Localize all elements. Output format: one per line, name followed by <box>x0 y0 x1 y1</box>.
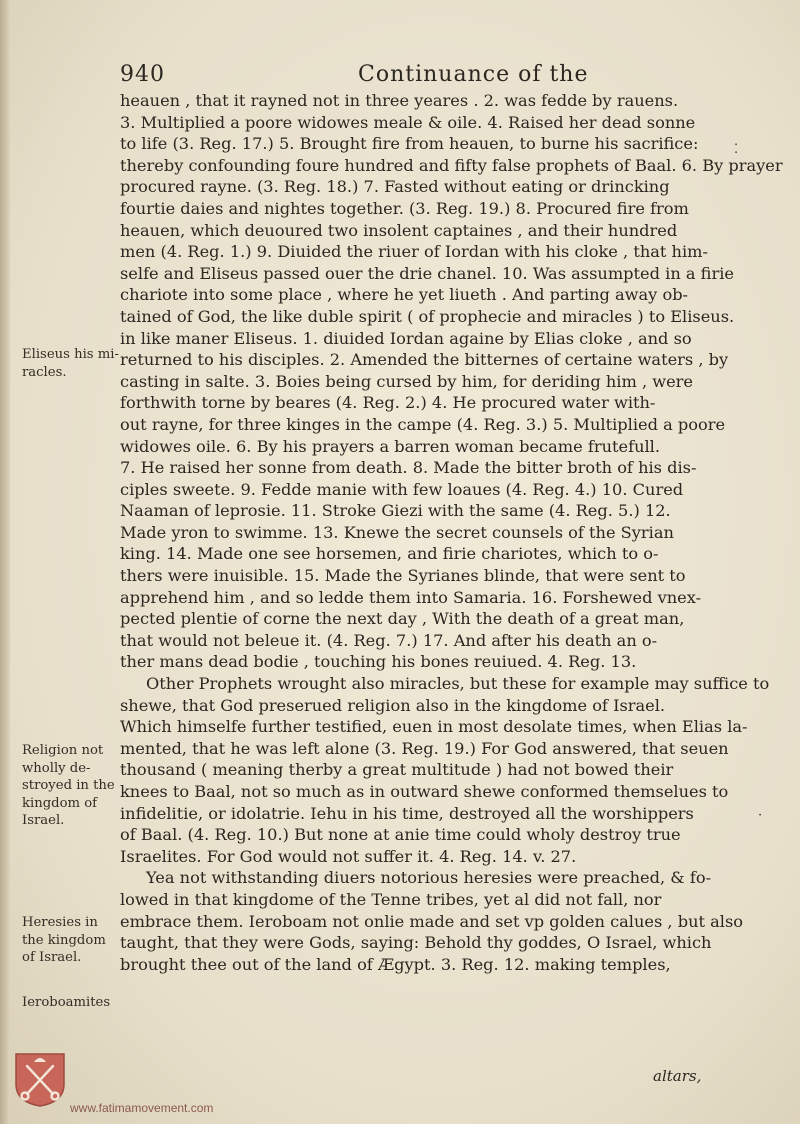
margin-note-eliseus-miracles: Eliseus his mi- racles. <box>22 347 119 380</box>
body-text <box>120 90 783 975</box>
text-line: Made yron to swimme. 13. Knewe the secret counsels of the Syrian <box>120 522 674 542</box>
text-line: embrace them. Ieroboam not onlie made and set vp golden calues , but also <box>120 911 744 931</box>
text-line: thereby confounding foure hundred and fifty false prophets of Baal. 6. By prayer <box>120 155 783 175</box>
page-number: 940 <box>120 62 165 87</box>
text-line: that would not beleue it. (4. Reg. 7.) 17. And after his death an o- <box>120 630 658 650</box>
margin-mark-icon: ⁚ <box>734 142 739 157</box>
margin-note-ieroboamites: Ieroboamites <box>22 995 111 1010</box>
text-line: knees to Baal, not so much as in outward shewe conformed themselues to <box>120 782 729 801</box>
text-line: Israelites. For God would not suffer it. 4. Reg. 14. v. 27. <box>120 846 577 866</box>
text-line: casting in salte. 3. Boies being cursed by him, for deriding him , were <box>120 371 694 391</box>
margin-note-religion-not-destroyed: Religion not wholly de- stroyed in the kingdom of Israel. <box>22 743 115 828</box>
catchword: altars, <box>653 1067 702 1085</box>
margin-mark-icon: · <box>758 808 763 823</box>
text-line: returned to his disciples. 2. Amended the bitternes of certaine waters , by <box>120 350 729 370</box>
text-line: mented, that he was left alone (3. Reg. 19.) For God answered, that seuen <box>120 738 729 758</box>
text-line: of Baal. (4. Reg. 10.) But none at anie time could wholy destroy true <box>120 825 681 845</box>
page-spine-edge <box>0 0 10 1124</box>
text-line: heauen , that it rayned not in three yeares . 2. was fedde by rauens. <box>120 91 679 110</box>
text-line: chariote into some place , where he yet liueth . And parting away ob- <box>120 285 689 305</box>
text-line: men (4. Reg. 1.) 9. Diuided the riuer of Iordan with his cloke , that him- <box>120 242 708 262</box>
text-line: thousand ( meaning therby a great multitude ) had not bowed their <box>120 760 674 780</box>
papal-keys-seal-icon <box>14 1050 66 1108</box>
text-line: widowes oile. 6. By his prayers a barren woman became frutefull. <box>120 436 660 456</box>
text-line: infidelitie, or idolatrie. Iehu in his time, destroyed all the worshippers <box>120 803 694 823</box>
text-line: procured rayne. (3. Reg. 18.) 7. Fasted without eating or drincking <box>120 177 670 197</box>
text-line: tained of God, the like duble spirit ( of prophecie and miracles ) to Eliseus. <box>120 306 735 326</box>
text-line: king. 14. Made one see horsemen, and firie chariotes, which to o- <box>120 544 659 564</box>
text-line: 7. He raised her sonne from death. 8. Made the bitter broth of his dis- <box>120 458 697 478</box>
text-line: ciples sweete. 9. Fedde manie with few loaues (4. Reg. 4.) 10. Cured <box>120 479 684 499</box>
text-line: out rayne, for three kinges in the campe (4. Reg. 3.) 5. Multiplied a poore <box>120 414 726 434</box>
text-line: lowed in that kingdome of the Tenne tribes, yet al did not fall, nor <box>120 889 662 909</box>
text-line: forthwith torne by beares (4. Reg. 2.) 4. He procured water with- <box>120 393 656 413</box>
text-line: to life (3. Reg. 17.) 5. Brought fire from heauen, to burne his sacrifice: <box>120 134 699 154</box>
text-line: Naaman of leprosie. 11. Stroke Giezi with the same (4. Reg. 5.) 12. <box>120 501 671 521</box>
text-line: Yea not withstanding diuers notorious heresies were preached, & fo- <box>146 868 712 888</box>
text-line: apprehend him , and so ledde them into Samaria. 16. Forshewed vnex- <box>120 587 702 607</box>
text-line: heauen, which deuoured two insolent captaines , and their hundred <box>120 220 678 240</box>
text-line: thers were inuisible. 15. Made the Syrianes blinde, that were sent to <box>120 566 686 586</box>
text-line: taught, that they were Gods, saying: Behold thy goddes, O Israel, which <box>120 933 712 953</box>
text-line: in like maner Eliseus. 1. diuided Iordan againe by Elias cloke , and so <box>120 328 692 348</box>
text-line: selfe and Eliseus passed ouer the drie chanel. 10. Was assumpted in a firie <box>120 263 734 283</box>
footer-url: www.fatimamovement.com <box>70 1101 214 1115</box>
running-head: Continuance of the <box>358 62 589 87</box>
text-line: Which himselfe further testified, euen in most desolate times, when Elias la- <box>120 717 748 737</box>
text-line: Other Prophets wrought also miracles, but these for example may suffice to <box>146 674 770 694</box>
text-line: fourtie daies and nightes together. (3. Reg. 19.) 8. Procured fire from <box>120 198 689 218</box>
margin-note-heresies: Heresies in the kingdom of Israel. <box>22 915 106 965</box>
text-line: 3. Multiplied a poore widowes meale & oile. 4. Raised her dead sonne <box>120 112 696 132</box>
text-line: shewe, that God preserued religion also in the kingdome of Israel. <box>120 695 666 715</box>
text-line: pected plentie of corne the next day , With the death of a great man, <box>120 609 685 629</box>
text-line: ther mans dead bodie , touching his bones reuiued. 4. Reg. 13. <box>120 652 637 672</box>
text-line: brought thee out of the land of Ægypt. 3. Reg. 12. making temples, <box>120 954 671 974</box>
